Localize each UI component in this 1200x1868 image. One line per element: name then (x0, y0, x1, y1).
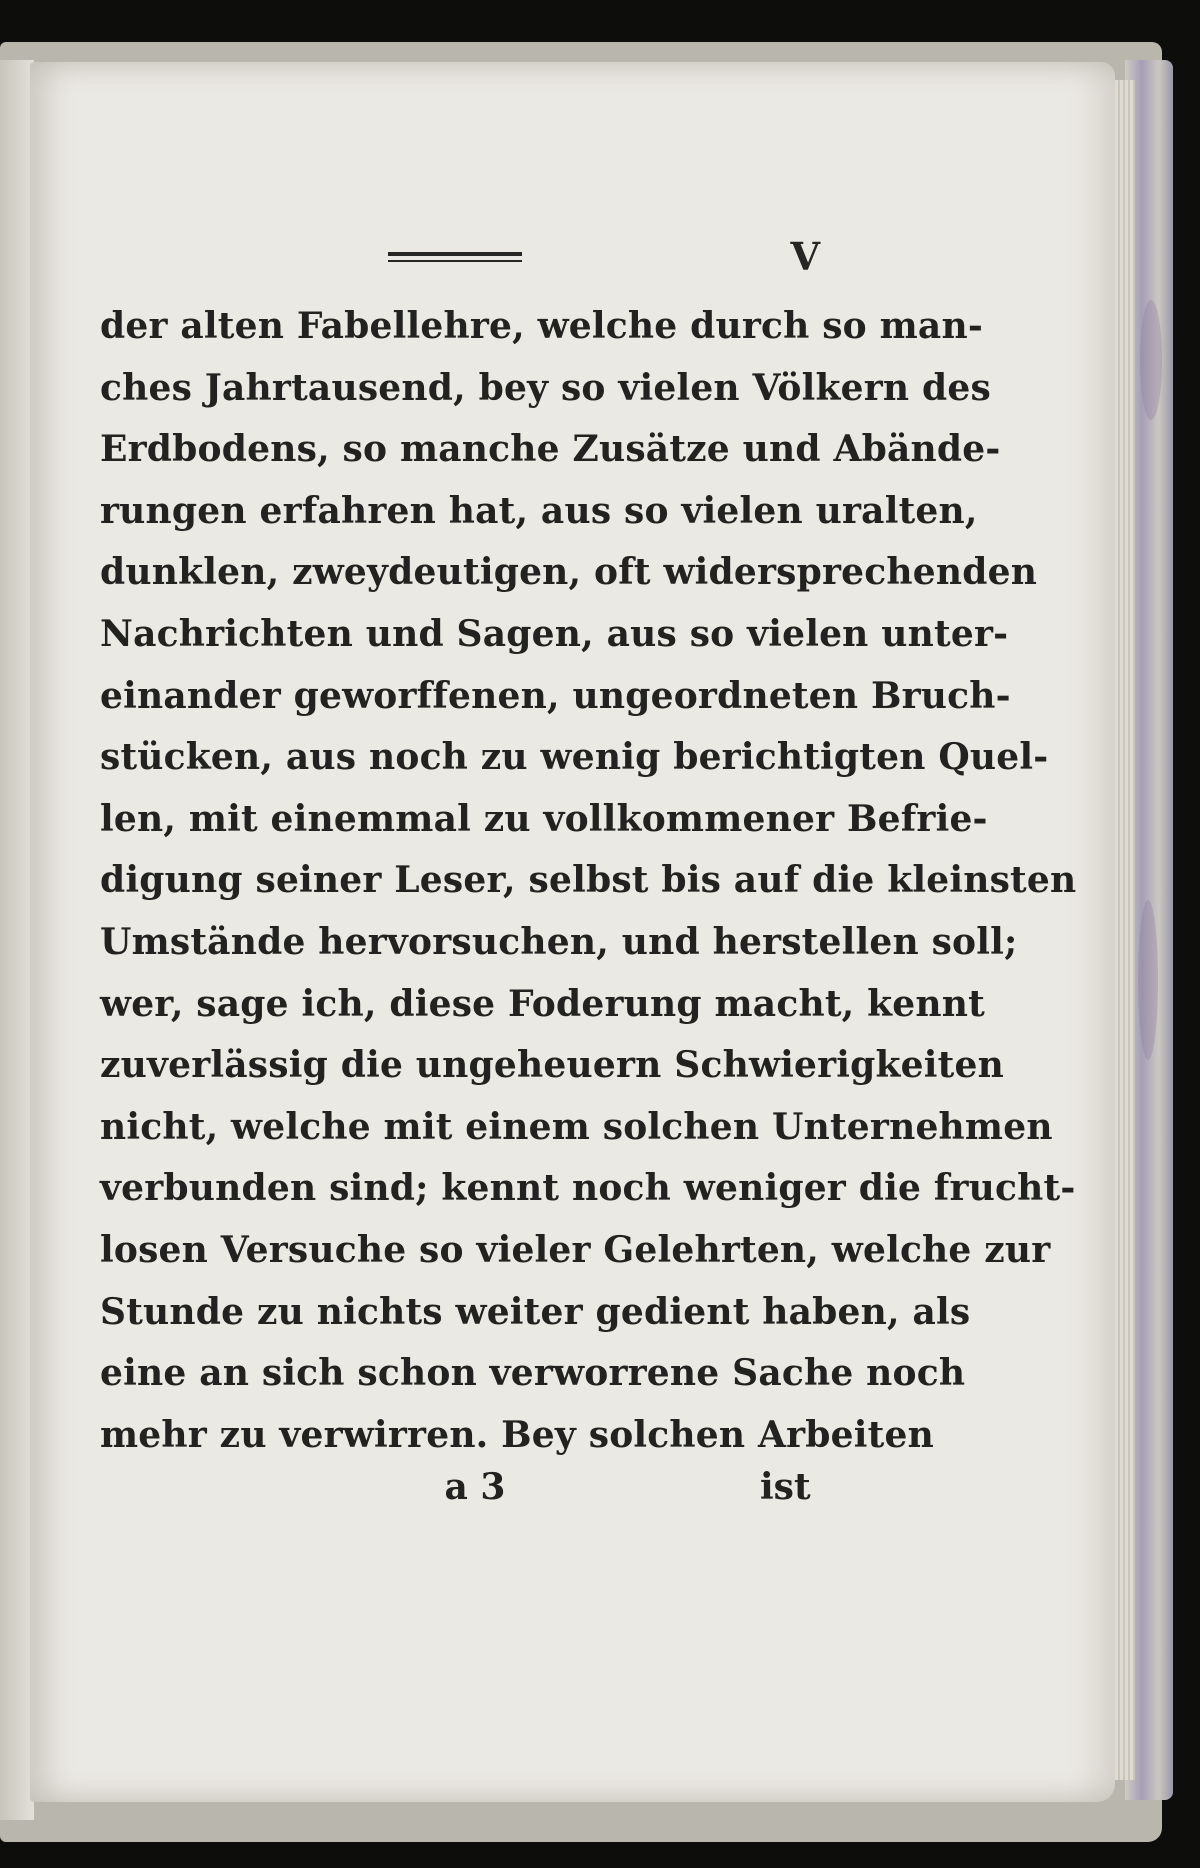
left-page-edge (0, 60, 34, 1820)
text-line: digung seiner Leser, selbst bis auf die kleinsten (100, 859, 1077, 902)
signature-mark: a 3 (444, 1466, 506, 1508)
text-line: Erdbodens, so manche Zusätze und Abände- (100, 428, 1001, 471)
ink-stain (1138, 900, 1158, 1060)
text-line: wer, sage ich, diese Foderung macht, kennt (100, 982, 985, 1025)
body-text (100, 296, 1077, 1466)
ink-stain (1140, 300, 1162, 420)
text-line: len, mit einemmal zu vollkommener Befrie- (100, 797, 988, 840)
catchword: ist (760, 1466, 811, 1508)
text-line: Stunde zu nichts weiter gedient haben, als (100, 1290, 971, 1333)
text-line: stücken, aus noch zu wenig berichtigten Quel- (100, 736, 1049, 779)
header-rule (388, 252, 522, 262)
text-line: nicht, welche mit einem solchen Unternehmen (100, 1105, 1053, 1148)
text-line: dunklen, zweydeutigen, oft widersprechenden (100, 551, 1038, 594)
text-line: ches Jahrtausend, bey so vielen Völkern des (100, 366, 991, 409)
text-line: rungen erfahren hat, aus so vielen uralten, (100, 489, 978, 532)
text-line: mehr zu verwirren. Bey solchen Arbeiten (100, 1413, 934, 1456)
text-line: eine an sich schon verworrene Sache noch (100, 1352, 966, 1395)
text-line: einander geworffenen, ungeordneten Bruch- (100, 674, 1011, 717)
text-line: der alten Fabellehre, welche durch so man- (100, 305, 983, 347)
page-number: V (790, 234, 820, 279)
text-line: verbunden sind; kennt noch weniger die frucht- (100, 1167, 1076, 1210)
text-line: losen Versuche so vieler Gelehrten, welche zur (100, 1228, 1051, 1271)
text-line: zuverlässig die ungeheuern Schwierigkeiten (100, 1044, 1004, 1087)
text-line: Umstände hervorsuchen, und herstellen soll; (100, 920, 1018, 963)
text-line: Nachrichten und Sagen, aus so vielen unter- (100, 612, 1009, 655)
